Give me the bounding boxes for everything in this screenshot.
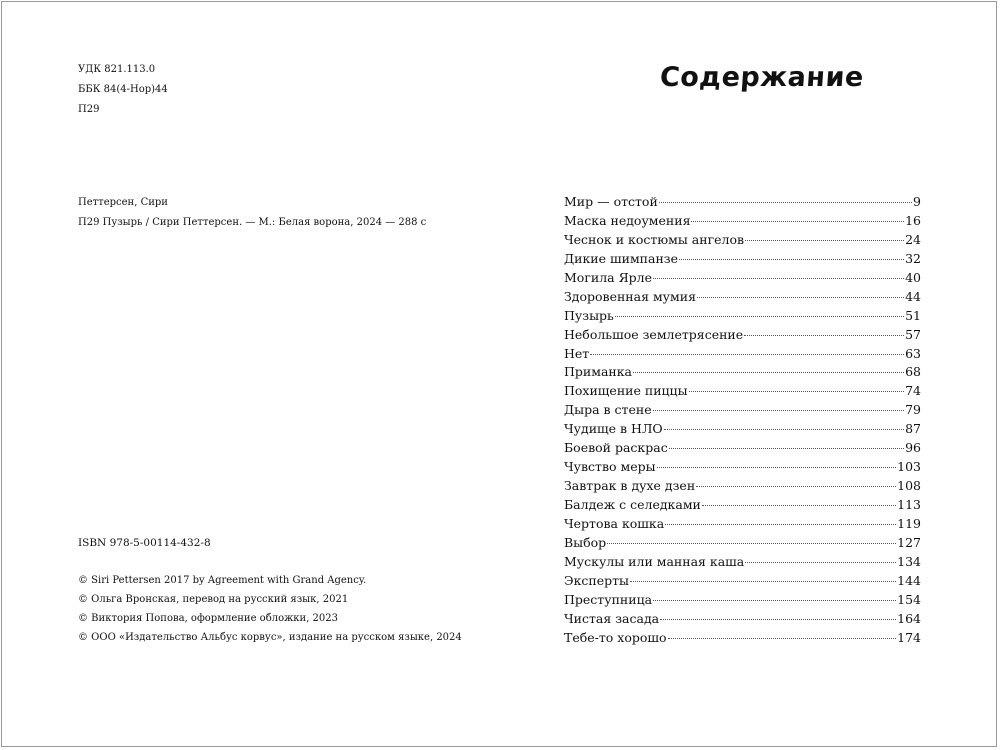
toc-entry-page: 32	[905, 250, 921, 266]
bbk-code: ББК 84(4-Нор)44	[78, 84, 168, 95]
toc-entry-title: Тебе-то хорошо	[564, 629, 667, 645]
toc-dot-leader	[653, 410, 905, 411]
toc-entry-page: 154	[897, 591, 921, 607]
toc-entry-page: 119	[897, 515, 921, 531]
toc-entry-page: 79	[905, 402, 921, 418]
toc-entry	[564, 401, 921, 420]
author-mark: П29	[78, 104, 100, 115]
toc-entry	[564, 363, 921, 382]
toc-entry	[564, 553, 921, 572]
toc-entry-title: Приманка	[564, 364, 633, 380]
toc-dot-leader	[630, 581, 896, 582]
toc-entry-page: 63	[905, 345, 921, 361]
toc-entry-page: 96	[905, 440, 921, 456]
toc-entry	[564, 515, 921, 534]
toc-entry-title: Дыра в стене	[564, 402, 652, 418]
toc-dot-leader	[659, 202, 912, 203]
toc-entry-page: 127	[897, 534, 921, 550]
toc-entry	[564, 610, 921, 629]
toc-entry-title: Чертова кошка	[564, 515, 665, 531]
toc-entry	[564, 572, 921, 591]
toc-dot-leader	[657, 467, 897, 468]
toc-entry-title: Боевой раскрас	[564, 440, 668, 456]
toc-dot-leader	[696, 486, 896, 487]
toc-dot-leader	[744, 335, 904, 336]
toc-entry	[564, 193, 921, 212]
copyright-line: © ООО «Издательство Альбус корвус», издание на русском языке, 2024	[78, 632, 462, 643]
udk-code: УДК 821.113.0	[78, 64, 156, 75]
toc-entry-page: 164	[897, 610, 921, 626]
toc-dot-leader	[668, 638, 897, 639]
toc-entry	[564, 534, 921, 553]
toc-entry-page: 24	[905, 231, 921, 247]
toc-entry-page: 134	[897, 553, 921, 569]
copyright-line: © Siri Pettersen 2017 by Agreement with Grand Agency.	[78, 575, 367, 586]
toc-entry	[564, 326, 921, 345]
toc-entry-title: Балдеж с селедками	[564, 497, 701, 512]
toc-entry-title: Выбор	[564, 534, 607, 550]
toc-dot-leader	[633, 372, 904, 373]
toc-entry-page: 103	[897, 459, 921, 475]
toc-entry	[564, 629, 921, 648]
toc-entry	[564, 231, 921, 250]
toc-dot-leader	[665, 524, 896, 525]
toc-dot-leader	[745, 240, 904, 241]
toc-entry	[564, 212, 921, 231]
contents-page	[500, 0, 1000, 750]
toc-entry-title: Мускулы или манная каша	[564, 553, 745, 569]
toc-dot-leader	[590, 354, 904, 355]
toc-entry-title: Здоровенная мумия	[564, 288, 696, 304]
toc-entry-page: 16	[905, 212, 921, 228]
toc-entry-title: Дикие шимпанзе	[564, 250, 679, 266]
toc-entry-title: Чеснок и костюмы ангелов	[564, 231, 745, 247]
toc-dot-leader	[653, 600, 896, 601]
toc-entry-title: Мир — отстой	[564, 194, 658, 209]
toc-entry-title: Могила Ярле	[564, 269, 653, 285]
toc-entry	[564, 439, 921, 458]
isbn: ISBN 978-5-00114-432-8	[78, 537, 211, 549]
toc-entry-page: 44	[905, 288, 921, 304]
toc-entry-page: 51	[905, 307, 921, 323]
toc-entry-title: Завтрак в духе дзен	[564, 478, 696, 494]
toc-dot-leader	[691, 221, 904, 222]
toc-dot-leader	[664, 429, 904, 430]
copyright-line: © Виктория Попова, оформление обложки, 2023	[78, 613, 339, 624]
table-of-contents	[564, 193, 921, 648]
toc-entry-title: Похищение пиццы	[564, 383, 688, 399]
toc-entry-title: Преступница	[564, 591, 653, 607]
toc-entry-page: 9	[913, 194, 921, 209]
toc-dot-leader	[653, 278, 904, 279]
toc-entry	[564, 250, 921, 269]
toc-entry	[564, 420, 921, 439]
toc-dot-leader	[702, 505, 896, 506]
toc-entry	[564, 382, 921, 401]
toc-dot-leader	[660, 619, 896, 620]
toc-entry-title: Чистая засада	[564, 610, 660, 626]
toc-entry	[564, 458, 921, 477]
toc-entry-page: 87	[905, 421, 921, 437]
toc-entry-page: 174	[897, 629, 921, 645]
toc-entry-page: 108	[897, 478, 921, 494]
toc-entry-title: Пузырь	[564, 307, 614, 323]
toc-entry-page: 68	[905, 364, 921, 380]
toc-entry	[564, 591, 921, 610]
toc-entry	[564, 288, 921, 307]
toc-dot-leader	[679, 259, 904, 260]
toc-entry	[564, 307, 921, 326]
toc-dot-leader	[615, 316, 904, 317]
toc-entry-title: Чудище в НЛО	[564, 421, 663, 437]
toc-entry-title: Небольшое землетрясение	[564, 326, 744, 342]
copyright-line: © Ольга Вронская, перевод на русский язык, 2021	[78, 594, 349, 605]
toc-entry-page: 74	[905, 383, 921, 399]
toc-entry	[564, 345, 921, 364]
toc-dot-leader	[745, 562, 896, 563]
toc-entry-title: Чувство меры	[564, 459, 656, 475]
toc-dot-leader	[697, 297, 904, 298]
contents-heading: Содержание	[658, 62, 865, 93]
toc-entry-page: 113	[897, 497, 921, 512]
toc-dot-leader	[669, 448, 904, 449]
toc-entry	[564, 496, 921, 515]
bibliographic-line: П29 Пузырь / Сири Петтерсен. — М.: Белая ворона, 2024 — 288 с	[78, 217, 427, 228]
toc-entry	[564, 269, 921, 288]
toc-entry-page: 144	[897, 572, 921, 588]
toc-entry-title: Маска недоумения	[564, 212, 691, 228]
toc-entry	[564, 477, 921, 496]
toc-entry-title: Нет	[564, 345, 590, 361]
toc-entry-title: Эксперты	[564, 572, 629, 588]
toc-dot-leader	[607, 543, 896, 544]
toc-dot-leader	[689, 391, 905, 392]
toc-entry-page: 57	[905, 326, 921, 342]
author-line: Петтерсен, Сири	[78, 197, 168, 208]
toc-entry-page: 40	[905, 269, 921, 285]
